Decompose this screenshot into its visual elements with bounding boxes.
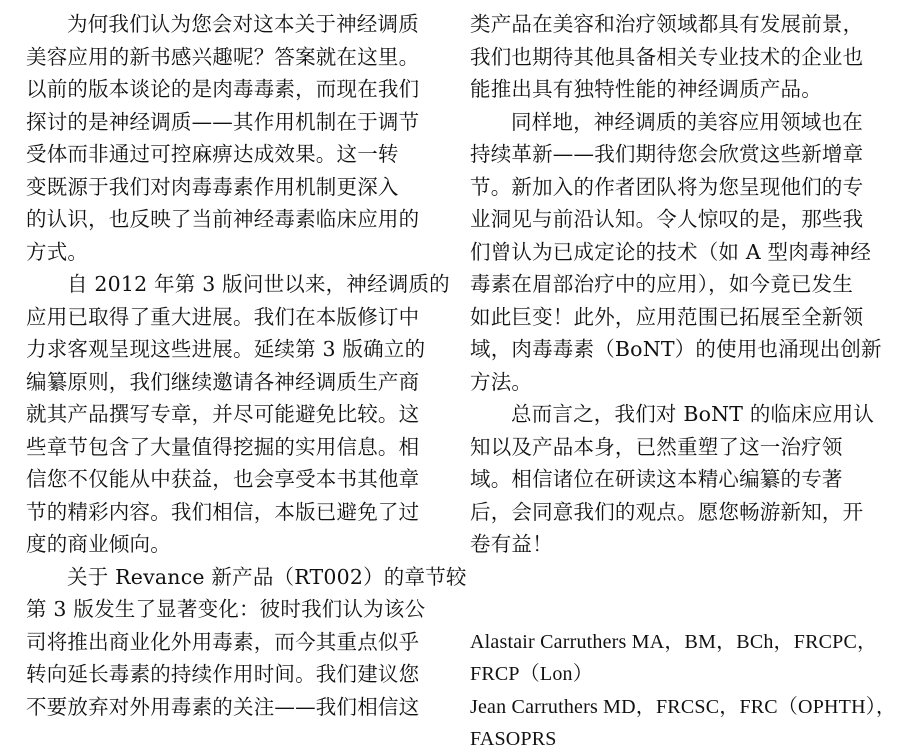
text-line: 后，会同意我们的观点。愿您畅游新知，开 <box>470 499 864 524</box>
text-line: 司将推出商业化外用毒素，而今其重点似乎 <box>26 629 420 654</box>
text-line: 编纂原则，我们继续邀请各神经调质生产商 <box>26 369 420 394</box>
text-line: 们曾认为已成定论的技术（如 A 型肉毒神经 <box>470 239 872 264</box>
text-line: 域。相信诸位在研读这本精心编纂的专著 <box>470 467 843 491</box>
text-line: 转向延长毒素的持续作用时间。我们建议您 <box>26 662 420 686</box>
text-line: 毒素在眉部治疗中的应用），如今竟已发生 <box>470 272 854 296</box>
signature-block <box>470 626 897 756</box>
text-line: 度的商业倾向。 <box>26 532 171 556</box>
text-line: 能推出具有独特性能的神经调质产品。 <box>470 77 822 101</box>
text-line: 探讨的是神经调质——其作用机制在于调节 <box>26 109 420 134</box>
signature-line: FRCP（Lon） <box>470 663 593 685</box>
text-line: 应用已取得了重大进展。我们在本版修订中 <box>26 304 420 329</box>
text-line: 总而言之，我们对 BoNT 的临床应用认 <box>511 402 875 426</box>
text-line: 卷有益！ <box>470 532 553 556</box>
text-line: 受体而非通过可控麻痹达成效果。这一转 <box>26 142 399 166</box>
signature-line: FASOPRS <box>470 728 557 750</box>
text-line: 不要放弃对外用毒素的关注——我们相信这 <box>26 694 420 719</box>
text-line: 方法。 <box>470 369 533 394</box>
signature-line: Alastair Carruthers MA，BM，BCh，FRCPC， <box>470 630 878 653</box>
text-line: 关于 Revance 新产品（RT002）的章节较 <box>67 564 467 589</box>
signature-spacer <box>470 593 882 626</box>
text-line: 自 2012 年第 3 版问世以来，神经调质的 <box>67 272 450 296</box>
text-line: 节的精彩内容。我们相信，本版已避免了过 <box>26 499 420 524</box>
text-line: 些章节包含了大量值得挖掘的实用信息。相 <box>26 434 420 459</box>
text-line: 的认识，也反映了当前神经毒素临床应用的 <box>26 207 420 231</box>
text-line: 力求客观呈现这些进展。延续第 3 版确立的 <box>26 337 426 361</box>
text-line: 同样地，神经调质的美容应用领域也在 <box>511 109 863 134</box>
text-line: 变既源于我们对肉毒毒素作用机制更深入 <box>26 174 399 199</box>
text-line: 如此巨变！此外，应用范围已拓展至全新领 <box>470 304 864 329</box>
left-column <box>26 8 467 723</box>
text-line: 就其产品撰写专章，并尽可能避免比较。这 <box>26 402 420 426</box>
text-line: 方式。 <box>26 239 89 264</box>
text-line: 持续革新——我们期待您会欣赏这些新增章 <box>470 142 864 166</box>
text-line: 业洞见与前沿认知。令人惊叹的是，那些我 <box>470 207 864 231</box>
right-column <box>470 8 897 756</box>
signature-line: Jean Carruthers MD，FRCSC，FRC（OPHTH）， <box>470 695 897 718</box>
signature-spacer <box>470 561 882 594</box>
text-line: 节。新加入的作者团队将为您呈现他们的专 <box>470 174 864 199</box>
text-line: 为何我们认为您会对这本关于神经调质 <box>67 12 419 36</box>
text-line: 域，肉毒毒素（BoNT）的使用也涌现出创新 <box>470 337 882 361</box>
text-line: 类产品在美容和治疗领域都具有发展前景， <box>470 12 864 36</box>
text-line: 我们也期待其他具备相关专业技术的企业也 <box>470 44 864 69</box>
text-line: 美容应用的新书感兴趣呢？答案就在这里。 <box>26 44 420 69</box>
text-line: 第 3 版发生了显著变化：彼时我们认为该公 <box>26 597 426 621</box>
text-line: 信您不仅能从中获益，也会享受本书其他章 <box>26 467 420 491</box>
text-line: 知以及产品本身，已然重塑了这一治疗领 <box>470 434 843 459</box>
text-line: 以前的版本谈论的是肉毒毒素，而现在我们 <box>26 77 420 101</box>
